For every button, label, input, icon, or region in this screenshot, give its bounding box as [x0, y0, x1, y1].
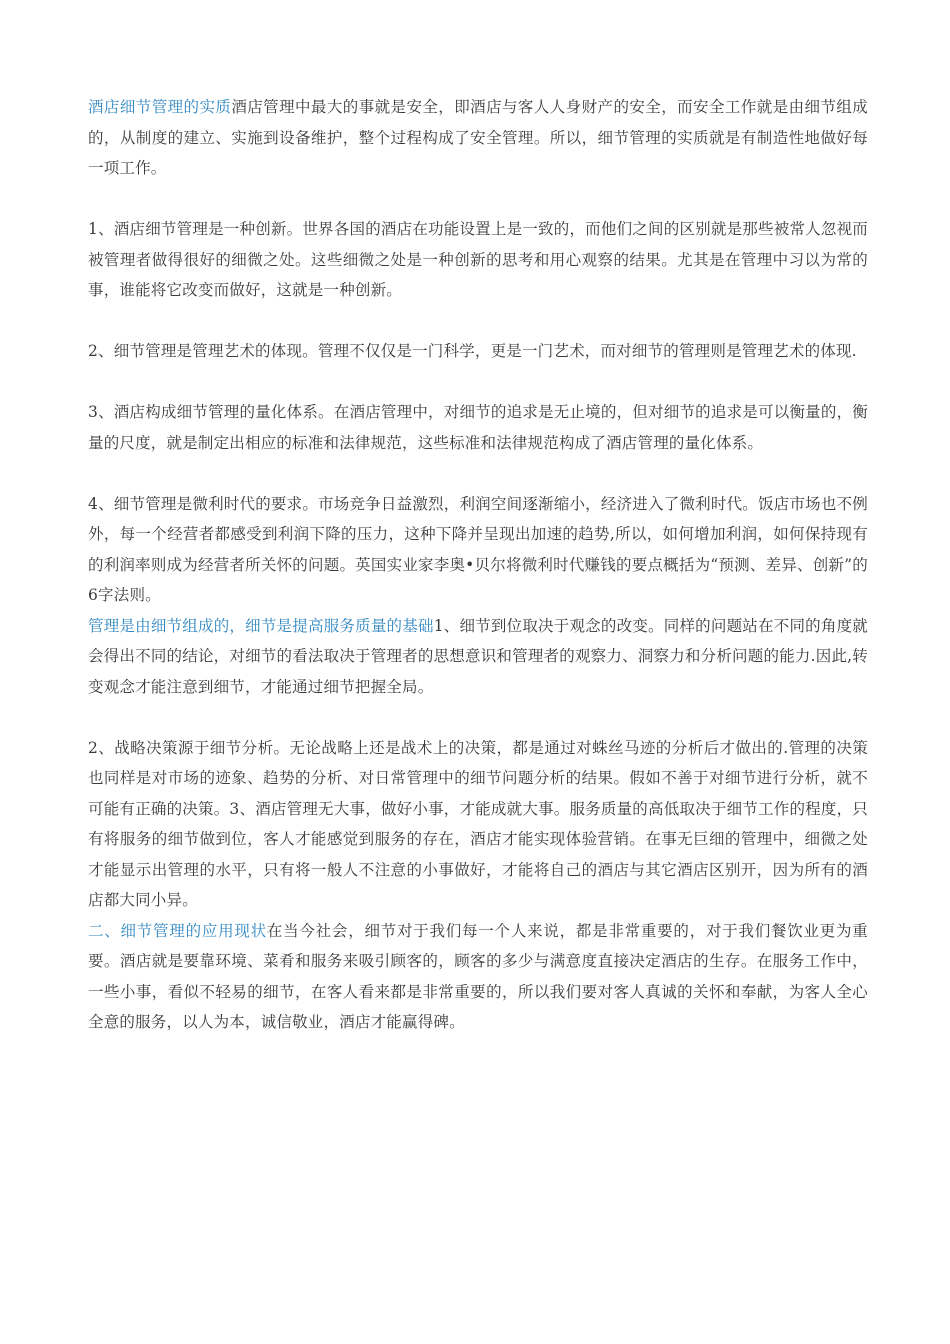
paragraph-gap	[88, 702, 868, 733]
paragraph-text: 1、酒店细节管理是一种创新。世界各国的酒店在功能设置上是一致的，而他们之间的区别就是那些被常人忽视而被管理者做得很好的细微之处。这些细微之处是一种创新的思考和用心观察的结果。尤其是在管理中习以为常的事，谁能将它改变而做好，这就是一种创新。	[88, 220, 868, 299]
paragraph-foundation	[88, 611, 868, 703]
document-body	[88, 92, 868, 1038]
paragraph-text: 2、战略决策源于细节分析。无论战略上还是战术上的决策，都是通过对蛛丝马迹的分析后才做出的.管理的决策也同样是对市场的迹象、趋势的分析、对日常管理中的细节问题分析的结果。假如不善于对细节进行分析，就不可能有正确的决策。3、酒店管理无大事，做好小事，才能成就大事。服务质量的高低取决于细节工作的程度，只有将服务的细节做到位，客人才能感觉到服务的存在，酒店才能实现体验营销。在事无巨细的管理中，细微之处才能显示出管理的水平，只有将一般人不注意的小事做好，才能将自己的酒店与其它酒店区别开，因为所有的酒店都大同小异。	[88, 738, 868, 909]
paragraph-essence	[88, 92, 868, 184]
paragraph-gap	[88, 184, 868, 215]
paragraph-text: 2、细节管理是管理艺术的体现。管理不仅仅是一门科学，更是一门艺术，而对细节的管理则是管理艺术的体现.	[88, 342, 857, 360]
paragraph-text: 1、细节到位取决于观念的改变。同样的问题站在不同的角度就会得出不同的结论，对细节的看法取决于管理者的思想意识和管理者的观察力、洞察力和分析问题的能力.因此,转变观念才能注意到细节，才能通过细节把握全局。	[88, 616, 868, 696]
heading-essence: 酒店细节管理的实质	[88, 98, 232, 116]
heading-foundation: 管理是由细节组成的，细节是提高服务质量的基础	[88, 616, 434, 635]
paragraph-gap	[88, 306, 868, 337]
paragraph-text: 酒店管理中最大的事就是安全，即酒店与客人人身财产的安全，而安全工作就是由细节组成的，从制度的建立、实施到设备维护，整个过程构成了安全管理。所以，细节管理的实质就是有制造性地做好每一项工作。	[88, 98, 868, 177]
paragraph-gap	[88, 367, 868, 398]
paragraph-point-4	[88, 489, 868, 611]
paragraph-text: 3、酒店构成细节管理的量化体系。在酒店管理中，对细节的追求是无止境的，但对细节的追求是可以衡量的，衡量的尺度，就是制定出相应的标准和法律规范，这些标准和法律规范构成了酒店管理的量化体系。	[88, 403, 868, 452]
paragraph-point-1	[88, 214, 868, 306]
heading-status: 二、细节管理的应用现状	[88, 921, 267, 940]
paragraph-decision	[88, 733, 868, 916]
paragraph-point-2	[88, 336, 868, 367]
paragraph-status	[88, 916, 868, 1038]
paragraph-gap	[88, 458, 868, 489]
paragraph-point-3	[88, 397, 868, 458]
paragraph-text: 在当今社会，细节对于我们每一个人来说，都是非常重要的，对于我们餐饮业更为重要。酒店就是要靠环境、菜肴和服务来吸引顾客的，顾客的多少与满意度直接决定酒店的生存。在服务工作中，一些小事，看似不轻易的细节，在客人看来都是非常重要的，所以我们要对客人真诚的关怀和奉献，为客人全心全意的服务，以人为本，诚信敬业，酒店才能赢得碑。	[88, 921, 869, 1031]
paragraph-text: 4、细节管理是微利时代的要求。市场竞争日益激烈，利润空间逐渐缩小，经济进入了微利时代。饭店市场也不例外，每一个经营者都感受到利润下降的压力，这种下降并呈现出加速的趋势,所以，如何增加利润，如何保持现有的利润率则成为经营者所关怀的问题。英国实业家李奥•贝尔将微利时代赚钱的要点概括为“预测、差异、创新”的6字法则。	[88, 494, 868, 604]
